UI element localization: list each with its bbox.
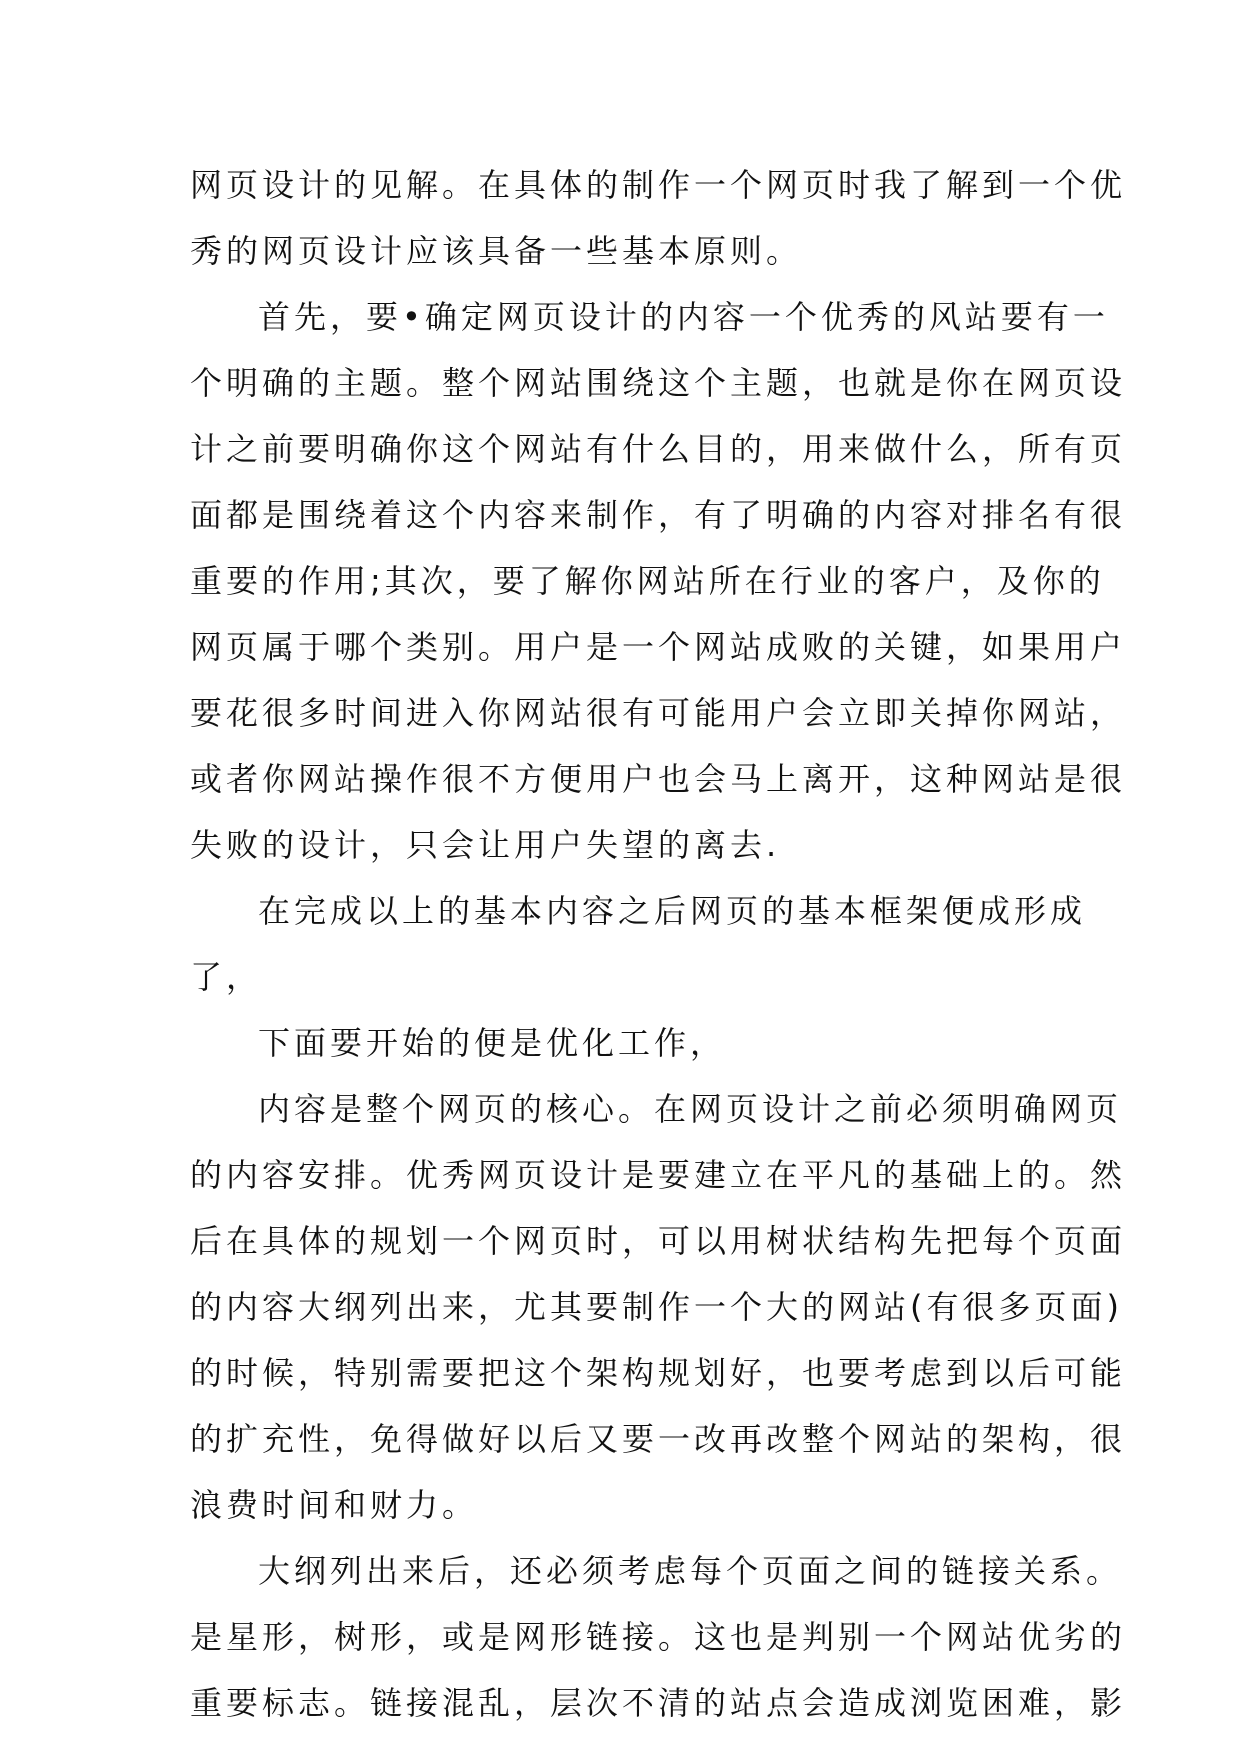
text-line: 或者你网站操作很不方便用户也会马上离开，这种网站是很 [190,760,1127,798]
text-line: 的时候，特别需要把这个架构规划好，也要考虑到以后可能 [190,1354,1127,1392]
text-line: 面都是围绕着这个内容来制作，有了明确的内容对排名有很 [190,496,1127,534]
text-line: 大纲列出来后，还必须考虑每个页面之间的链接关系。 [258,1552,1123,1590]
text-line: 个明确的主题。整个网站围绕这个主题，也就是你在网页设 [190,364,1127,402]
text-line: 后在具体的规划一个网页时，可以用树状结构先把每个页面 [190,1222,1127,1260]
text-line: 内容是整个网页的核心。在网页设计之前必须明确网页 [258,1090,1123,1128]
text-line: 是星形，树形，或是网形链接。这也是判别一个网站优劣的 [190,1618,1127,1656]
text-line: 的扩充性，免得做好以后又要一改再改整个网站的架构，很 [190,1420,1127,1458]
text-line: 了， [190,958,263,996]
text-line: 要花很多时间进入你网站很有可能用户会立即关掉你网站， [190,694,1127,732]
document-body [190,152,1127,1736]
text-line: 的内容安排。优秀网页设计是要建立在平凡的基础上的。然 [190,1156,1127,1194]
text-line: 下面要开始的便是优化工作， [258,1024,727,1062]
text-line: 浪费时间和财力。 [190,1486,479,1524]
text-line: 网页属于哪个类别。用户是一个网站成败的关键，如果用户 [190,628,1127,666]
text-line: 计之前要明确你这个网站有什么目的，用来做什么，所有页 [190,430,1127,468]
text-line: 重要的作用;其次，要了解你网站所在行业的客户，及你的 [190,562,1105,600]
text-line: 在完成以上的基本内容之后网页的基本框架便成形成 [258,892,1087,930]
text-line: 网页设计的见解。在具体的制作一个网页时我了解到一个优 [190,166,1127,204]
text-line: 重要标志。链接混乱，层次不清的站点会造成浏览困难，影 [190,1684,1127,1722]
text-line: 失败的设计，只会让用户失望的离去. [190,826,781,864]
text-line: 秀的网页设计应该具备一些基本原则。 [190,232,803,270]
text-line: 首先，要•确定网页设计的内容一个优秀的风站要有一 [258,298,1109,336]
text-line: 的内容大纲列出来，尤其要制作一个大的网站(有很多页面) [190,1288,1123,1326]
